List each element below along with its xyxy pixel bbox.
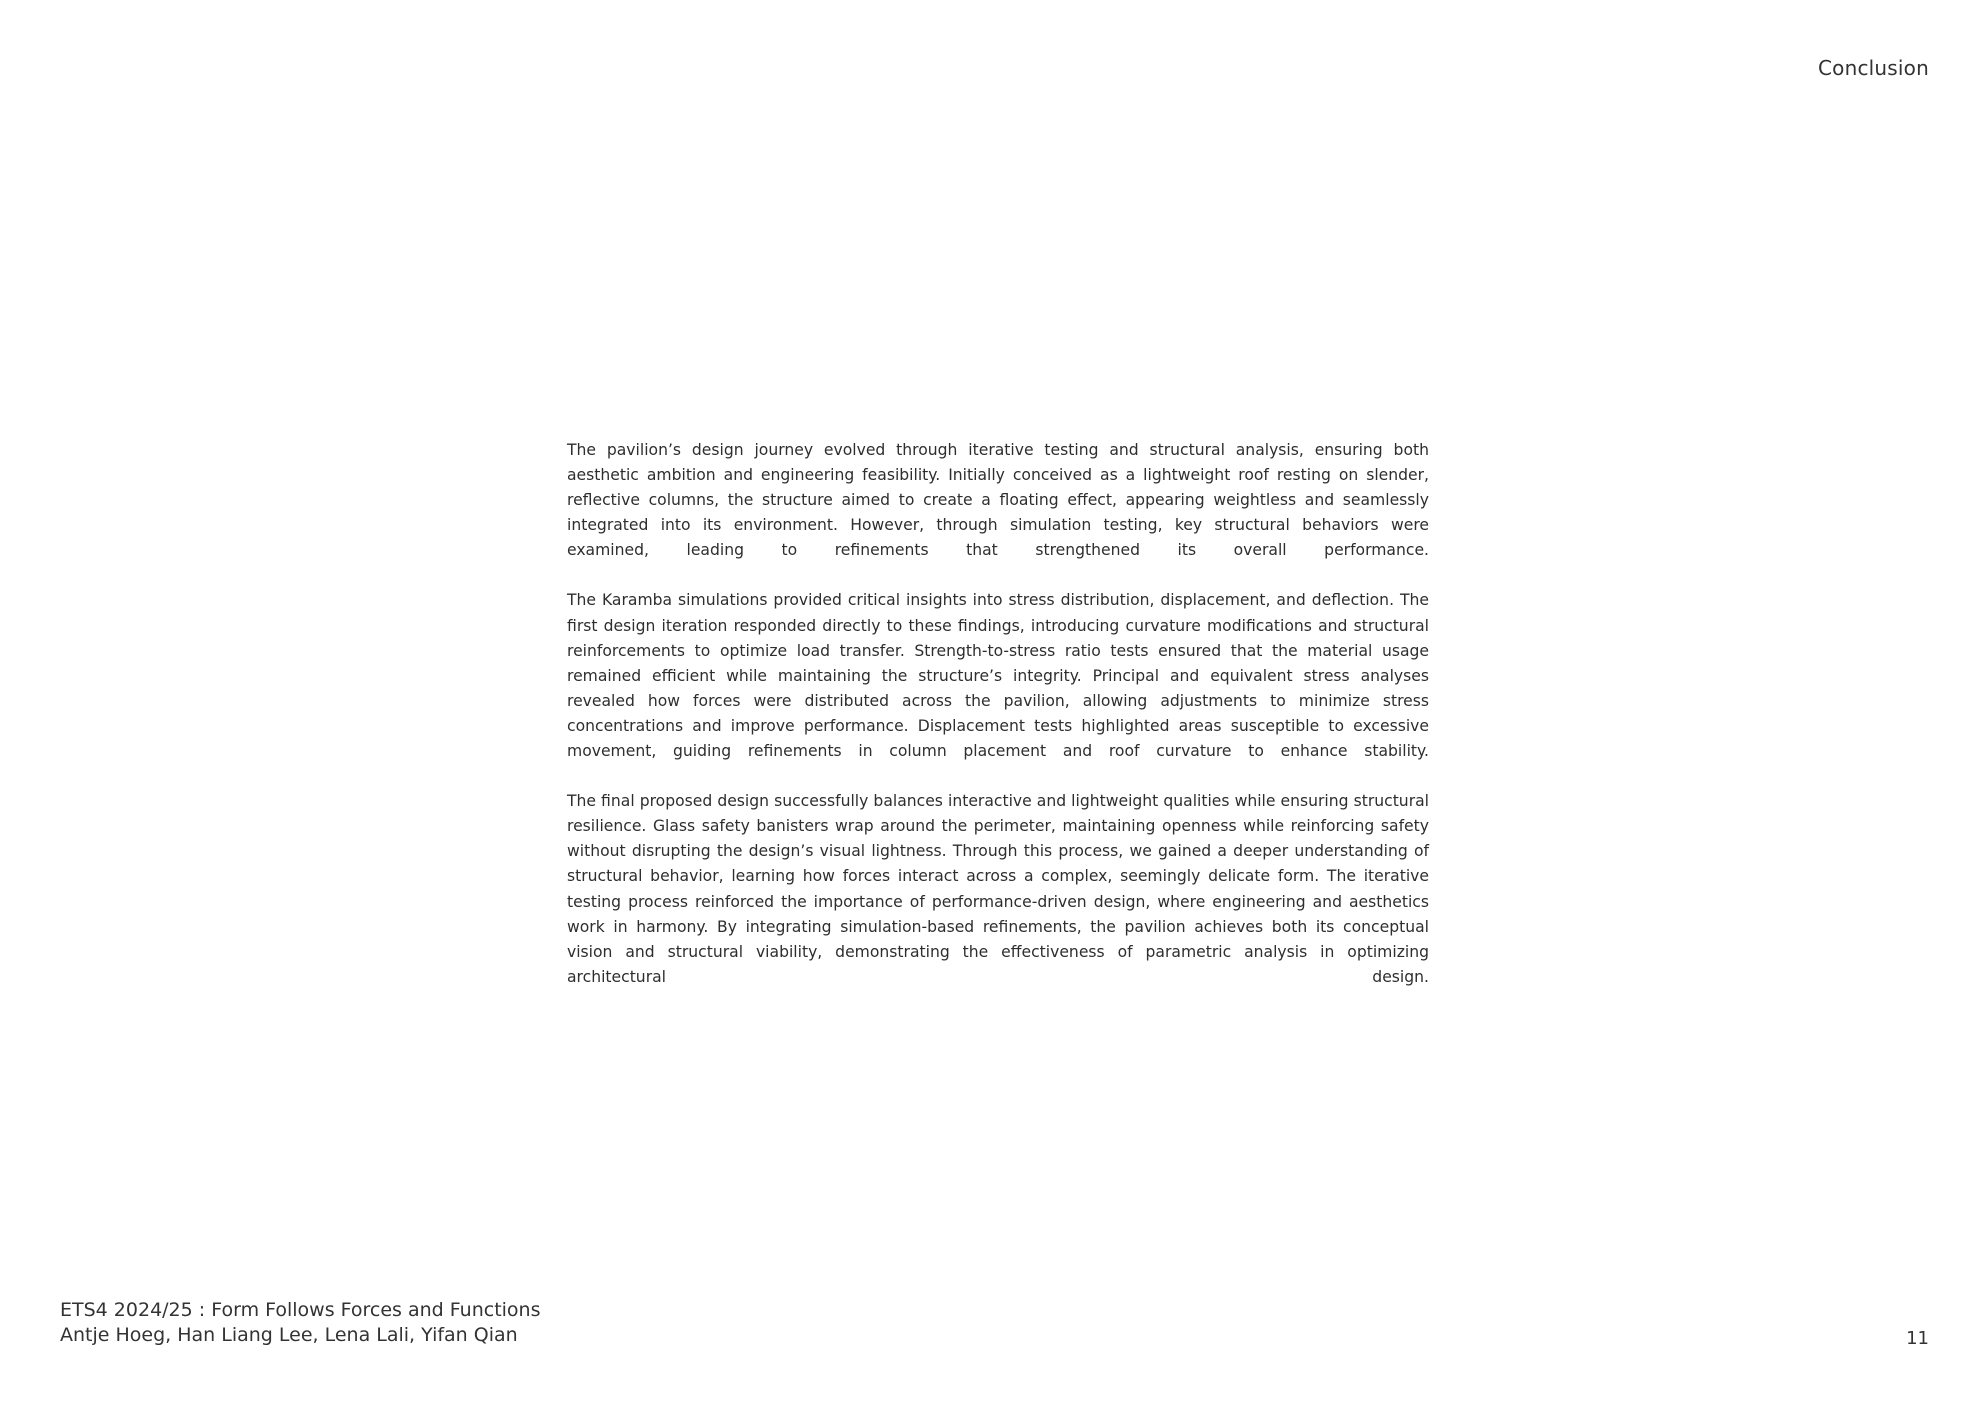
authors: Antje Hoeg, Han Liang Lee, Lena Lali, Yifan Qian xyxy=(60,1324,518,1346)
course-title: ETS4 2024/25 : Form Follows Forces and Functions xyxy=(60,1299,541,1321)
paragraph-1: The pavilion’s design journey evolved through iterative testing and structural analysis, ensuring both aesthetic ambition and engineering feasibility. Initially conceived as a lightweight roof resting on slender, reflective columns, the structure aimed to create a floating effect, appearing weightless and seamlessly integrated into its environment. However, through simulation testing, key structural behaviors were examined, leading to refinements that strengthened its overall performance. xyxy=(567,441,1429,560)
paragraph-3: The final proposed design successfully balances interactive and lightweight qualities while ensuring structural resilience. Glass safety banisters wrap around the perimeter, maintaining openness while reinforcing safety without disrupting the design’s visual lightness. Through this process, we gained a deeper understanding of structural behavior, learning how forces interact across a complex, seemingly delicate form. The iterative testing process reinforced the importance of performance-driven design, where engineering and aesthetics work in harmony. By integrating simulation-based refinements, the pavilion achieves both its conceptual vision and structural viability, demonstrating the effectiveness of parametric analysis in optimizing architectural design. xyxy=(567,792,1429,986)
page-number: 11 xyxy=(1906,1328,1929,1349)
paragraph-2: The Karamba simulations provided critical insights into stress distribution, displacement, and deflection. The first design iteration responded directly to these findings, introducing curvature modifications and structural reinforcements to optimize load transfer. Strength-to-stress ratio tests ensured that the material usage remained efficient while maintaining the structure’s integrity. Principal and equivalent stress analyses revealed how forces were distributed across the pavilion, allowing adjustments to minimize stress concentrations and improve performance. Displacement tests highlighted areas susceptible to excessive movement, guiding refinements in column placement and roof curvature to enhance stability. xyxy=(567,591,1429,761)
conclusion-body xyxy=(567,438,1429,1015)
footer xyxy=(60,1298,541,1348)
section-title: Conclusion xyxy=(1818,56,1929,80)
